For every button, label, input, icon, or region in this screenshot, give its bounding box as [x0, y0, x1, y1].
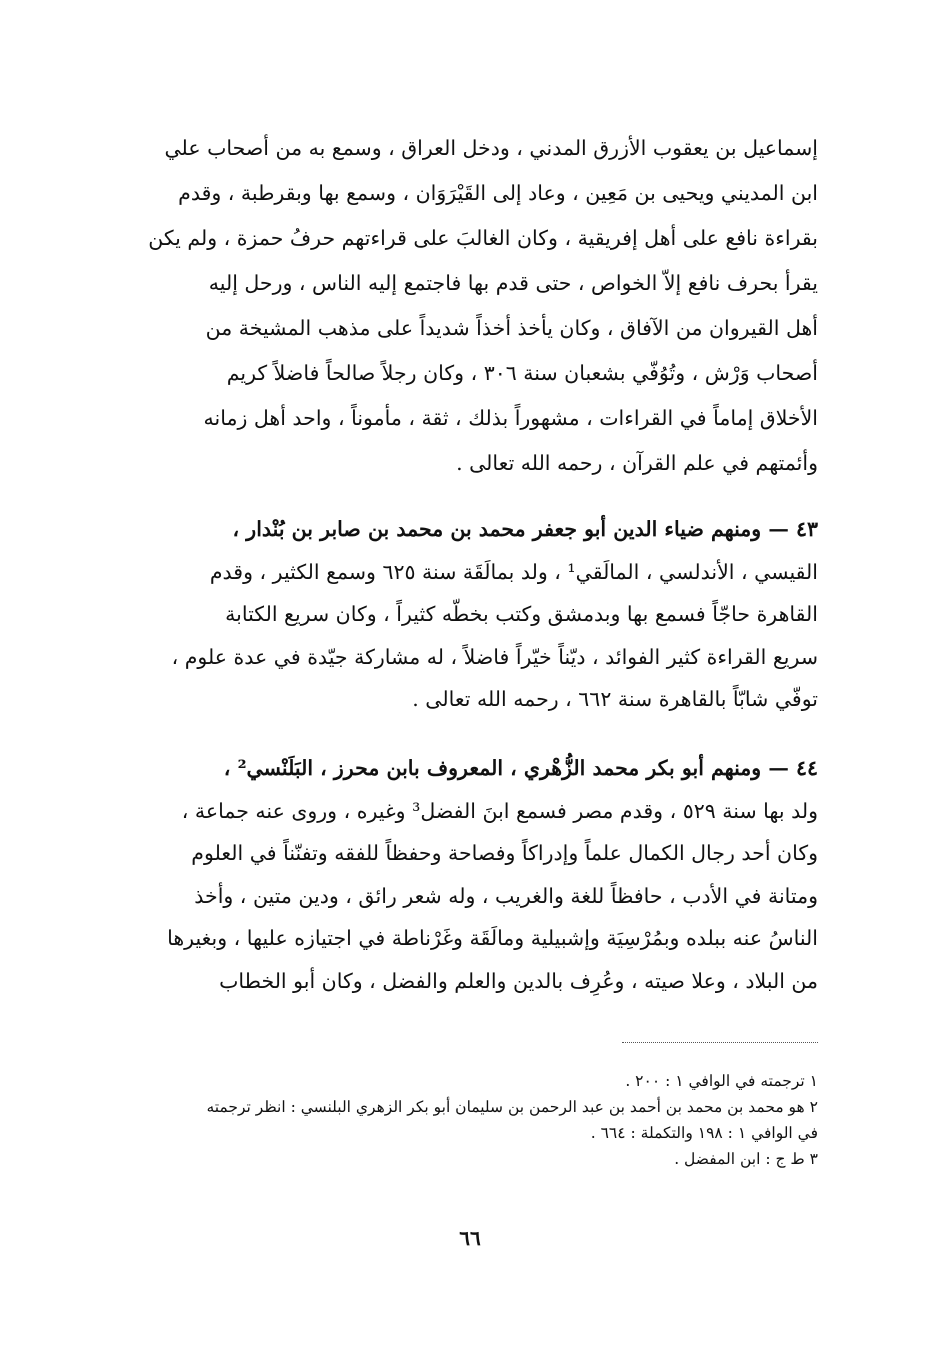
footnote-2: ٢ هو محمد بن محمد بن أحمد بن عبد الرحمن بن سليمان أبو بكر الزهري البلنسي : انظر ترجمته	[206, 1098, 818, 1116]
text-line: القاهرة حاجّاً فسمع بها وبدمشق وكتب بخطّه كثيراً ، وكان سريع الكتابة	[225, 602, 818, 626]
text-line: سريع القراءة كثير الفوائد ، ديّناً خيّراً فاضلاً ، له مشاركة جيّدة في عدة علوم ،	[171, 644, 818, 669]
entry-heading: ٤٣ — ومنهم ضياء الدين أبو جعفر محمد بن محمد بن صابر بن بُنْدار ،	[232, 517, 818, 541]
text-line: توفّي شابّاً بالقاهرة سنة ٦٦٢ ، رحمه الله تعالى .	[412, 687, 818, 711]
text-line: إسماعيل بن يعقوب الأزرق المدني ، ودخل العراق ، وسمع به من أصحاب علي	[164, 136, 818, 160]
text-line: وكان أحد رجال الكمال علماً وإدراكاً وفصاحة وحفظاً للفقه وتفنّناً في العلوم	[191, 841, 818, 865]
text-line: الأخلاق إماماً في القراءات ، مشهوراً بذلك ، ثقة ، مأموناً ، واحد أهل زمانه	[203, 406, 818, 430]
text-line: القيسي ، الأندلسي ، المالَقي¹ ، ولد بمالَقَة سنة ٦٢٥ وسمع الكثير ، وقدم	[209, 559, 818, 584]
page-number: ٦٦	[459, 1226, 481, 1250]
footnote-3: ٣ ط ج : ابن المفضل .	[674, 1150, 818, 1168]
continued-biography-paragraph	[122, 126, 818, 486]
entry-heading: ٤٤ — ومنهم أبو بكر محمد الزُّهْري ، المعروف بابن محرز ، البَلَنْسي² ،	[223, 756, 818, 780]
footnote-2-continued: في الوافي ١ : ١٩٨ والتكملة : ٦٦٤ .	[590, 1124, 818, 1142]
text-line: أصحاب وَرْش ، وتُوُفّي بشعبان سنة ٣٠٦ ، وكان رجلاً صالحاً فاضلاً كريم	[226, 361, 818, 385]
biography-entry-43	[122, 508, 818, 721]
footnotes	[112, 1068, 818, 1172]
text-line: بقراءة نافع على أهل إفريقية ، وكان الغالبَ على قراءتهم حرفُ حمزة ، ولم يكن	[148, 226, 818, 250]
text-line: الناسُ عنه ببلده وبمُرْسِيَة وإشبيلية ومالَقَة وغَرْناطة في اجتيازه عليها ، وبغيرها	[167, 926, 818, 950]
text-line: أهل القيروان من الآفاق ، وكان يأخذ أخذاً شديداً على مذهب المشيخة من	[205, 316, 818, 340]
text-line: ومتانة في الأدب ، حافظاً للغة والغريب ، وله شعر رائق ، ودين متين ، وأخذ	[194, 883, 818, 908]
text-line: ابن المديني ويحيى بن مَعِين ، وعاد إلى القَيْرَوَان ، وسمع بها وبقرطبة ، وقدم	[178, 181, 818, 205]
text-line: وأئمتهم في علم القرآن ، رحمه الله تعالى .	[456, 451, 818, 475]
text-line: ولد بها سنة ٥٢٩ ، وقدم مصر فسمع ابنَ الفضل³ وغيره ، وروى عنه جماعة ،	[181, 798, 818, 823]
footnote-1: ١ ترجمته في الوافي ١ : ٢٠٠ .	[625, 1072, 818, 1090]
footnote-divider	[622, 1042, 818, 1043]
text-line: يقرأ بحرف نافع إلاّ الخواص ، حتى قدم بها فاجتمع إليه الناس ، ورحل إليه	[208, 271, 818, 295]
biography-entry-44	[122, 747, 818, 1002]
text-line: من البلاد ، وعلا صيته ، وعُرِف بالدين والعلم والفضل ، وكان أبو الخطاب	[219, 968, 818, 993]
